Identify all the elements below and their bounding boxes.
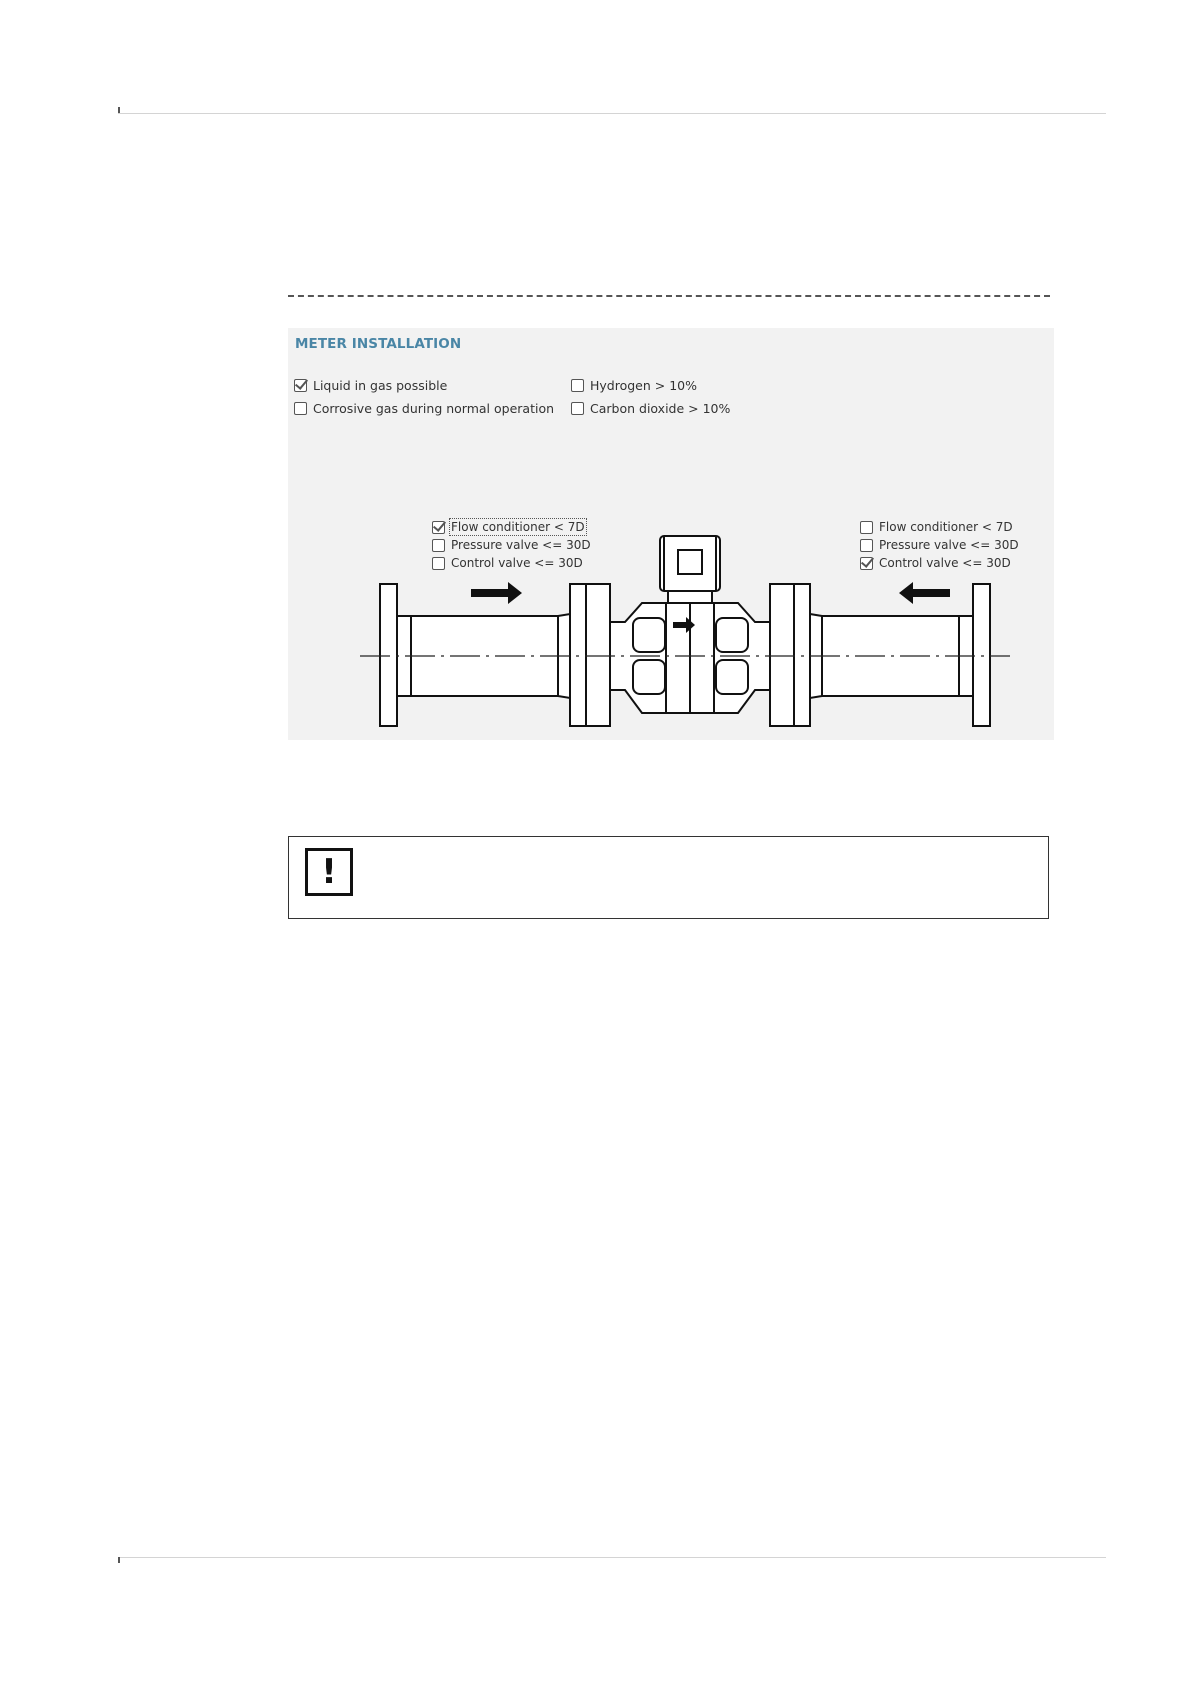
upstream-flow-conditioner[interactable] [432,520,585,534]
downstream-flow-arrow [899,582,950,604]
header-rule [118,113,1106,114]
option-label: Corrosive gas during normal operation [313,401,555,416]
exclamation-icon: ! [305,848,353,896]
important-note-box [288,836,1049,919]
meter-inlet-flange [586,584,610,726]
meter-pipe-diagram [288,328,1054,740]
transducer-pod [716,618,748,652]
checkbox[interactable] [432,521,445,534]
electronics-display [678,550,702,574]
downstream-pressure-valve[interactable] [860,538,1019,552]
footer-rule [118,1557,1106,1558]
downstream-control-valve[interactable] [860,556,1011,570]
upstream-pressure-valve[interactable] [432,538,591,552]
option-label: Pressure valve <= 30D [879,538,1019,552]
downstream-flow-conditioner[interactable] [860,520,1013,534]
checkbox[interactable] [432,539,445,552]
checkbox[interactable] [860,557,873,570]
downstream-end-flange [973,584,990,726]
upstream-flow-arrow [471,582,522,604]
option-label: Liquid in gas possible [313,378,448,393]
downstream-inlet-flange [794,584,810,726]
option-label: Flow conditioner < 7D [451,520,585,534]
meter-installation-panel [288,328,1054,740]
section-divider [288,295,1050,297]
meter-outlet-flange [770,584,794,726]
header-rule-tick [118,107,120,113]
option-label: Pressure valve <= 30D [451,538,591,552]
upstream-control-valve[interactable] [432,556,583,570]
option-label: Hydrogen > 10% [590,378,697,393]
checkbox[interactable] [860,521,873,534]
option-label: Control valve <= 30D [451,556,583,570]
transducer-pod [633,660,665,694]
checkbox[interactable] [432,557,445,570]
upstream-end-flange [380,584,397,726]
transducer-pod [716,660,748,694]
option-label: Carbon dioxide > 10% [590,401,731,416]
option-label: Flow conditioner < 7D [879,520,1013,534]
option-label: Control valve <= 30D [879,556,1011,570]
footer-rule-tick [118,1557,120,1563]
upstream-outlet-flange [570,584,586,726]
transducer-pod [633,618,665,652]
panel-title: METER INSTALLATION [295,336,462,352]
electronics-neck [668,591,712,603]
checkbox[interactable] [860,539,873,552]
